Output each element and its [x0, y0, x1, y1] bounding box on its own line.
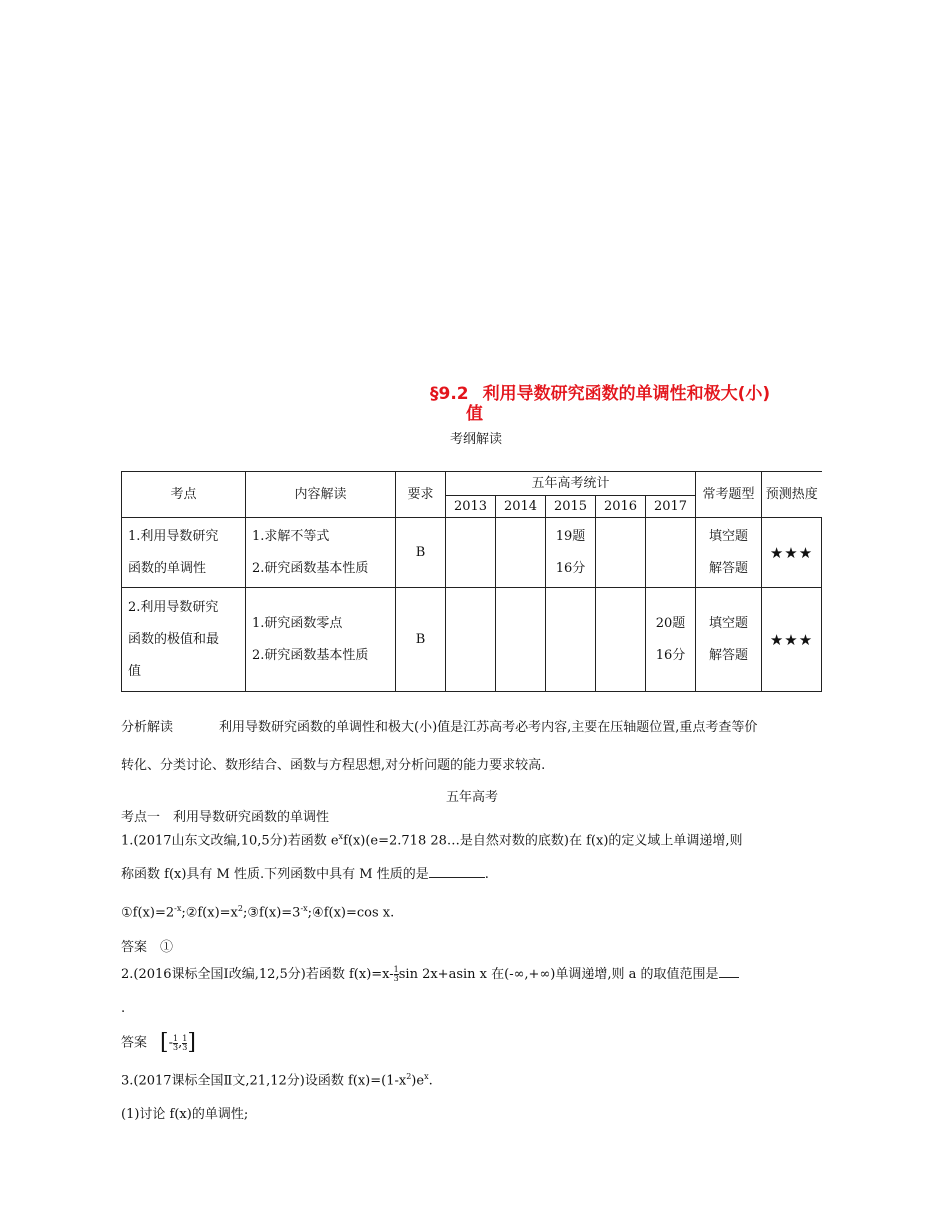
frac-den: 3: [173, 1042, 179, 1052]
point-line: 函数的极值和最: [128, 631, 220, 647]
q1-text: 称函数 f(x)具有 M 性质.下列函数中具有 M 性质的是: [121, 867, 429, 883]
type-line: 填空题: [708, 528, 748, 544]
option-text: ;③f(x)=3: [242, 905, 301, 921]
answer-blank: [719, 963, 739, 978]
answer-blank: [429, 863, 485, 878]
point-line: 函数的单调性: [128, 560, 207, 576]
point-line: 1.利用导数研究: [128, 528, 219, 544]
answer-value: ①: [160, 939, 174, 955]
q1-text: f(x)(e=2.718 28…是自然对数的底数)在 f(x)的定义域上单调递增,则: [343, 833, 743, 849]
header-point: 考点: [122, 472, 246, 518]
row-point: [122, 588, 246, 692]
title-line1: 利用导数研究函数的单调性和极大(小): [482, 384, 771, 404]
analysis-paragraph: [121, 709, 833, 785]
stat-line: 20题: [655, 615, 686, 631]
row-content: [246, 588, 396, 692]
header-stats: 五年高考统计: [446, 472, 696, 496]
outline-table: [121, 471, 822, 692]
q2-text: 2.(2016课标全国Ⅰ改编,12,5分)若函数 f(x)=x-: [121, 967, 394, 982]
q1-sup: x: [338, 832, 344, 841]
row-content: [246, 518, 396, 588]
point-line: 2.利用导数研究: [128, 599, 219, 615]
content-line: 1.研究函数零点: [252, 615, 343, 631]
answer-comma: ,: [178, 1035, 183, 1051]
q2-text: sin 2x+asin x 在(-∞,+∞)单调递增,则 a 的取值范围是: [398, 967, 719, 982]
header-type: 常考题型: [696, 472, 762, 518]
type-line: 填空题: [708, 615, 748, 631]
option-sup: -x: [300, 904, 308, 914]
content-line: 2.研究函数基本性质: [252, 560, 369, 576]
answer-label: 答案: [121, 1035, 148, 1051]
year-cell: 2017: [646, 496, 696, 518]
option-sup: -x: [174, 904, 182, 914]
frac-num: 1: [173, 1033, 179, 1043]
stat-cell: [646, 518, 696, 588]
year-cell: 2015: [546, 496, 596, 518]
five-year-heading: 五年高考: [446, 790, 499, 805]
stat-line: 16分: [555, 560, 586, 576]
q3-part1: (1)讨论 f(x)的单调性;: [121, 1107, 249, 1123]
q1-options: [121, 892, 833, 930]
stat-cell: [596, 518, 646, 588]
row-type: [696, 518, 762, 588]
bracket-icon: [: [160, 1030, 169, 1055]
stat-cell: [546, 588, 596, 692]
frac-num: 1: [182, 1033, 188, 1043]
stat-cell: [546, 518, 596, 588]
option-text: ;④f(x)=cos x.: [307, 905, 395, 921]
content-line: 2.研究函数基本性质: [252, 647, 369, 663]
question-3: [121, 1060, 833, 1132]
row-point: [122, 518, 246, 588]
bracket-icon: ]: [187, 1030, 196, 1055]
table-row: [122, 588, 822, 692]
header-heat: 预测热度: [762, 472, 822, 518]
frac-num: 1: [393, 965, 399, 974]
stat-cell: [496, 588, 546, 692]
kaodian-heading: 考点一 利用导数研究函数的单调性: [121, 810, 330, 825]
heat-stars: ★★★: [762, 588, 822, 692]
row-requirement: B: [396, 588, 446, 692]
answer-label: 答案: [121, 939, 148, 955]
q3-sup: 2: [406, 1072, 412, 1081]
section-title: [430, 384, 850, 424]
option-text: ①f(x)=2: [121, 905, 175, 921]
option-sup: 2: [237, 904, 243, 914]
frac-den: 3: [182, 1042, 188, 1052]
year-cell: 2013: [446, 496, 496, 518]
table-row: [122, 518, 822, 588]
answer-sign: -: [168, 1035, 174, 1051]
section-number: §9.2: [430, 384, 469, 404]
row-type: [696, 588, 762, 692]
row-requirement: B: [396, 518, 446, 588]
question-2: [121, 958, 833, 1061]
heat-stars: ★★★: [762, 518, 822, 588]
analysis-label: 分析解读: [121, 720, 174, 735]
year-cell: 2014: [496, 496, 546, 518]
q3-text: )e: [411, 1073, 425, 1089]
content-line: 1.求解不等式: [252, 528, 330, 544]
stat-cell: [496, 518, 546, 588]
question-1: [121, 820, 833, 965]
type-line: 解答题: [708, 647, 748, 663]
header-content: 内容解读: [246, 472, 396, 518]
outline-heading: 考纲解读: [450, 432, 503, 447]
analysis-line1: 利用导数研究函数的单调性和极大(小)值是江苏高考必考内容,主要在压轴题位置,重点考查等价: [219, 720, 758, 735]
stat-cell: [446, 518, 496, 588]
q2-text: .: [121, 1001, 126, 1016]
type-line: 解答题: [708, 560, 748, 576]
stat-cell: [596, 588, 646, 692]
point-line: 值: [128, 663, 142, 679]
header-requirement: 要求: [396, 472, 446, 518]
frac-den: 3: [393, 974, 399, 983]
q3-text: .: [428, 1073, 433, 1089]
stat-cell: [646, 588, 696, 692]
stat-line: 16分: [655, 647, 686, 663]
analysis-line2: 转化、分类讨论、数形结合、函数与方程思想,对分析问题的能力要求较高.: [121, 758, 546, 773]
q1-text: .: [484, 867, 489, 883]
stat-line: 19题: [555, 528, 586, 544]
q1-text: 1.(2017山东文改编,10,5分)若函数 e: [121, 833, 339, 849]
title-line2: 值: [466, 404, 483, 424]
year-cell: 2016: [596, 496, 646, 518]
q3-sup: x: [424, 1072, 429, 1081]
q3-text: 3.(2017课标全国Ⅱ文,21,12分)设函数 f(x)=(1-x: [121, 1073, 407, 1089]
stat-cell: [446, 588, 496, 692]
option-text: ;②f(x)=x: [181, 905, 238, 921]
